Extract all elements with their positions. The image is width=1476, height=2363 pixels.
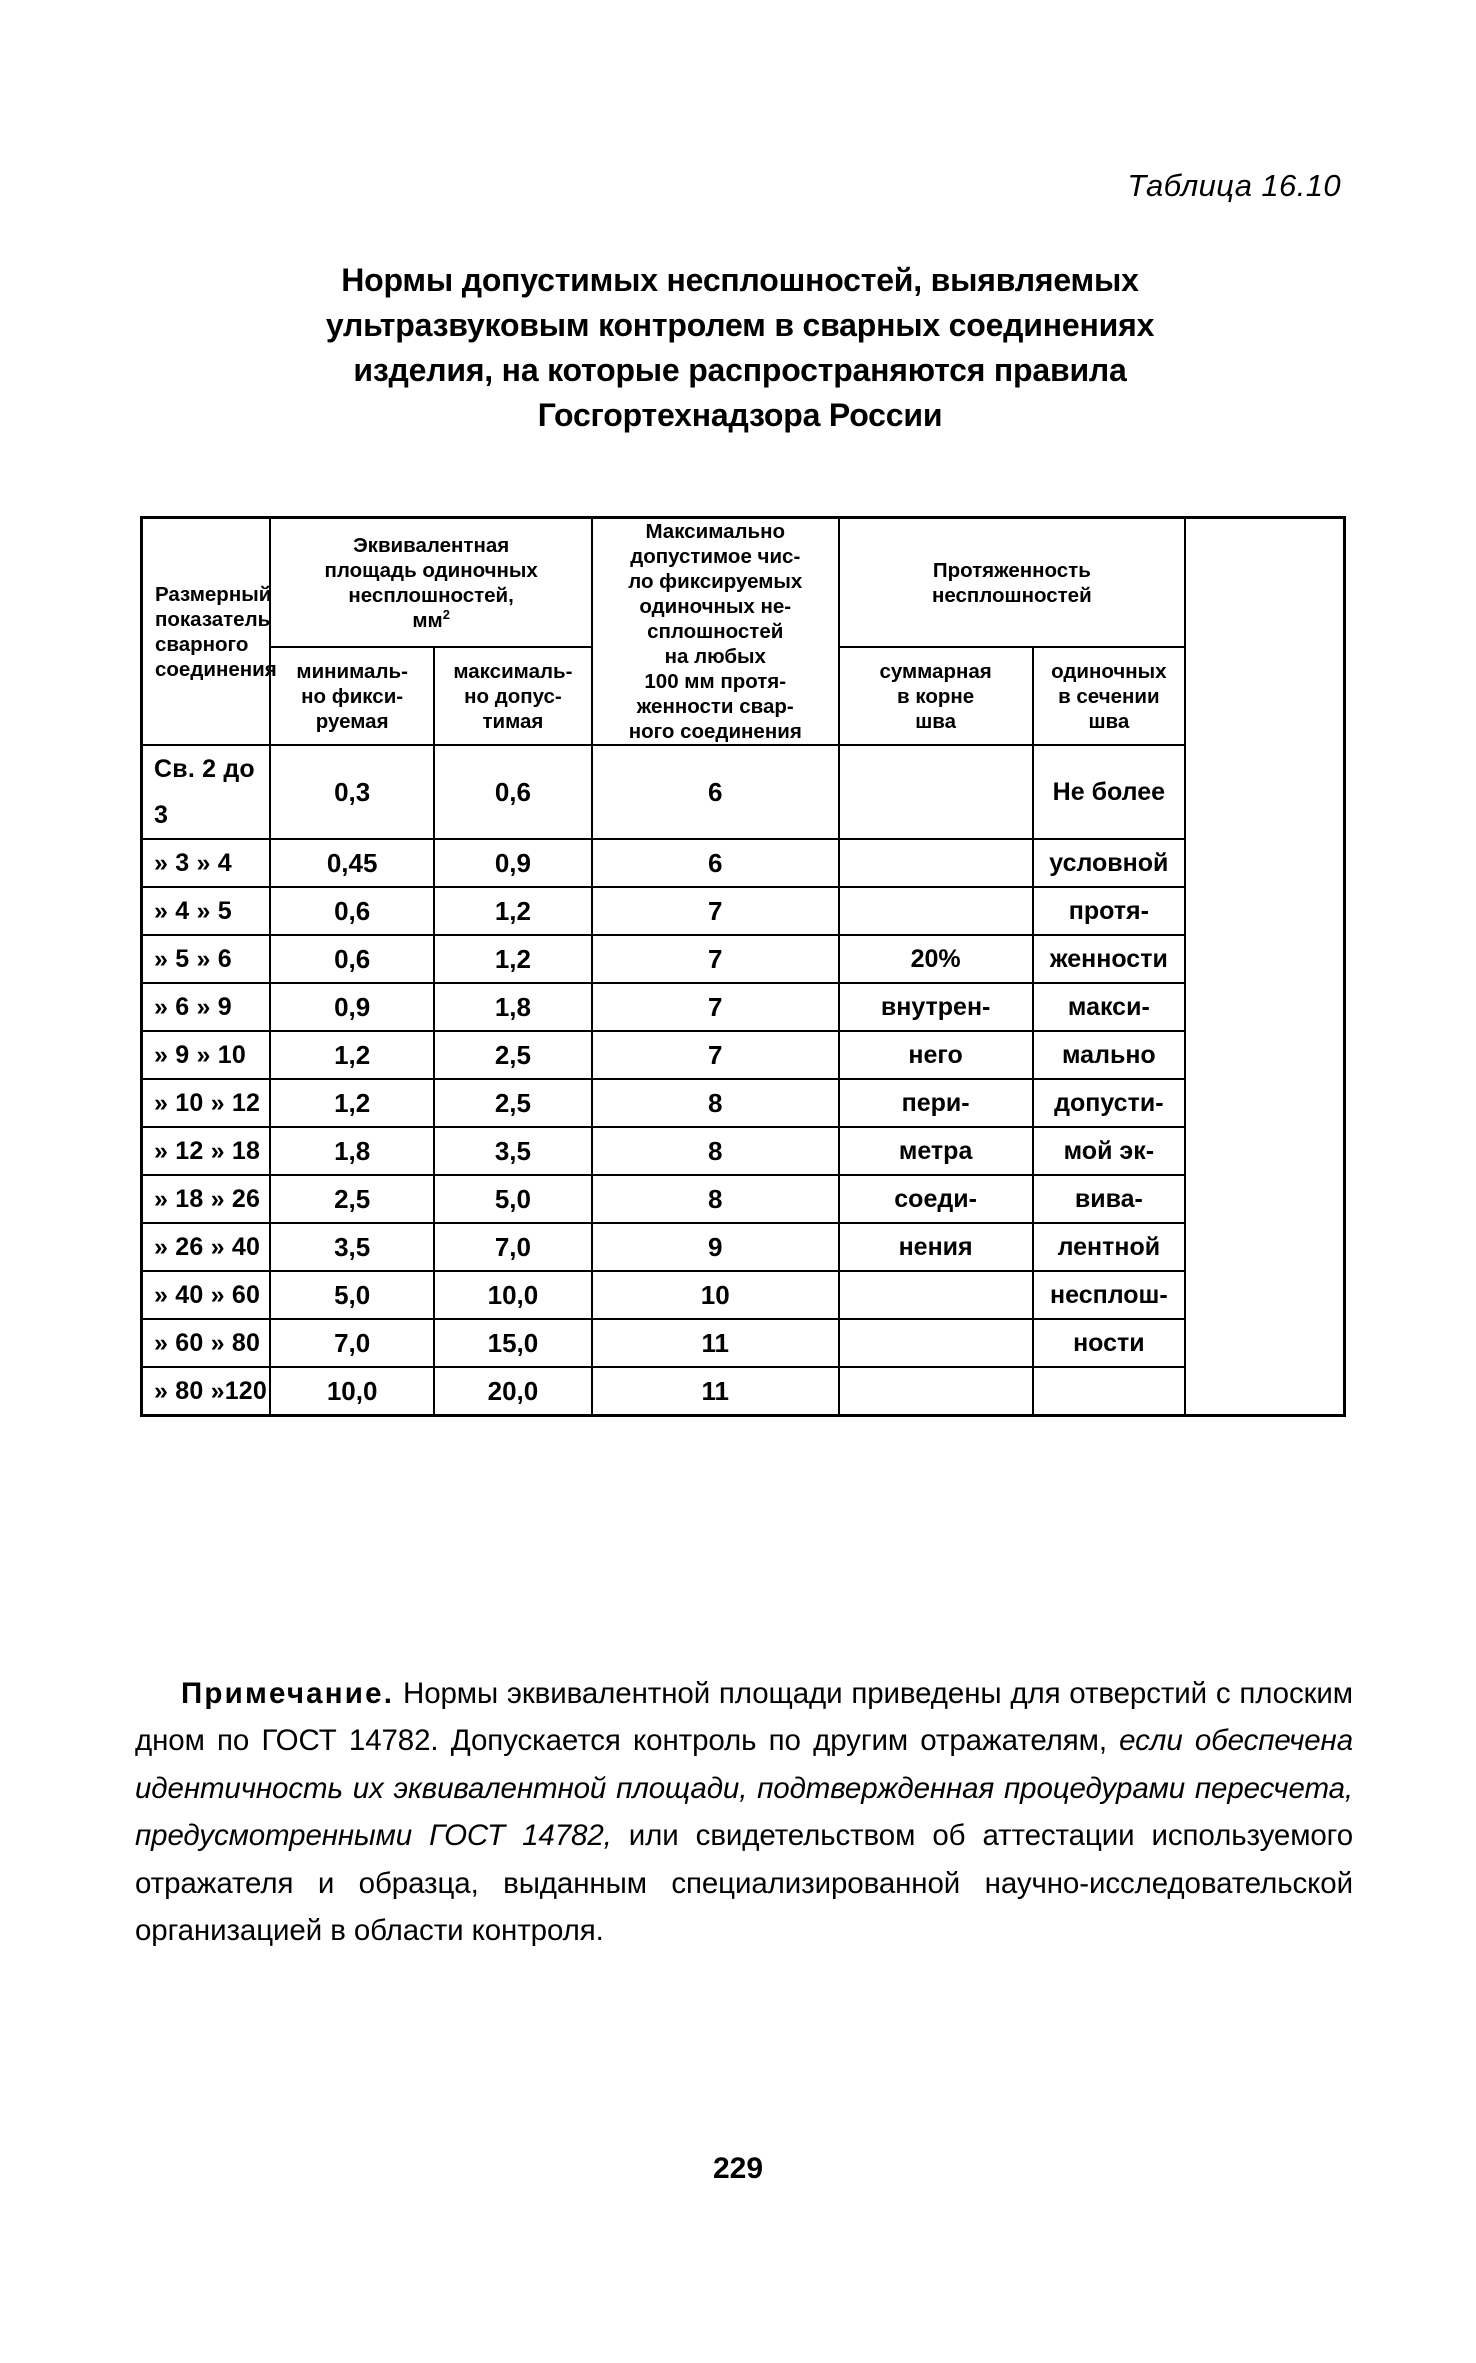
note-lead-label: Примечание.: [181, 1676, 395, 1710]
note-part-2-italic: если обеспечена идентичность их эквивалентной площади, подтвержденная процедурами пересчета, предусмотренными ГОСТ 14782,: [135, 1724, 1354, 1852]
cell-total-in-root: [839, 887, 1033, 935]
cell-min-fixed: 1,8: [270, 1127, 434, 1175]
cell-single-in-section: допусти-: [1033, 1079, 1185, 1127]
table-row: [142, 935, 1345, 983]
cell-max-allowable: 2,5: [434, 1079, 592, 1127]
table-row: [142, 887, 1345, 935]
table-header-top-row: [142, 518, 1345, 648]
cell-size-indicator: » 3 » 4: [142, 839, 271, 887]
cell-max-count: 11: [592, 1319, 839, 1367]
cell-total-in-root: нения: [839, 1223, 1033, 1271]
cell-max-allowable: 10,0: [434, 1271, 592, 1319]
header-area-line-2: площадь одиночных: [324, 558, 538, 582]
cell-total-in-root: [839, 745, 1033, 839]
header-extent-line-1: Протяженность: [932, 558, 1091, 582]
page-title-line-4: Госгортехнадзора России: [537, 397, 943, 433]
table-row: [142, 1079, 1345, 1127]
table-row: [142, 839, 1345, 887]
cell-max-count: 7: [592, 935, 839, 983]
cell-single-in-section: макси-: [1033, 983, 1185, 1031]
cell-max-allowable: 0,9: [434, 839, 592, 887]
cell-single-in-section: мой эк-: [1033, 1127, 1185, 1175]
cell-max-allowable: 3,5: [434, 1127, 592, 1175]
cell-max-count: 6: [592, 839, 839, 887]
cell-max-allowable: 0,6: [434, 745, 592, 839]
cell-size-indicator: » 80 »120: [142, 1367, 271, 1416]
cell-size-indicator: » 18 » 26: [142, 1175, 271, 1223]
header-maxallow-line-1: максималь-: [453, 659, 573, 683]
page-number: 229: [712, 2152, 764, 2185]
header-maxcount-line-3: ло фиксируемых: [628, 570, 803, 593]
cell-max-count: 10: [592, 1271, 839, 1319]
header-maxcount-line-9: ного соединения: [628, 720, 802, 743]
header-maxallow-line-2: но допус-: [464, 684, 562, 708]
table-row: [142, 1031, 1345, 1079]
cell-max-count: 8: [592, 1175, 839, 1223]
header-max-count: [592, 518, 839, 746]
cell-total-in-root: пери-: [839, 1079, 1033, 1127]
note-part-1: Нормы эквивалентной площади приведены для отверстий с плоским дном по ГОСТ 14782. Допускается контроль по другим отражателям,: [135, 1676, 1353, 1757]
header-group-equivalent-area: [270, 518, 592, 648]
header-maxcount-line-1: Максимально: [645, 520, 786, 543]
cell-min-fixed: 10,0: [270, 1367, 434, 1416]
cell-single-in-section: [1033, 1367, 1185, 1416]
cell-max-allowable: 20,0: [434, 1367, 592, 1416]
table-number-caption: Таблица 16.10: [1127, 168, 1341, 203]
table-row: [142, 1319, 1345, 1367]
cell-single-in-section: вива-: [1033, 1175, 1185, 1223]
header-maxallow-line-3: тимая: [482, 709, 544, 733]
cell-min-fixed: 0,9: [270, 983, 434, 1031]
cell-total-in-root: [839, 1319, 1033, 1367]
cell-single-in-section: Не более: [1033, 745, 1185, 839]
page-title-line-3: изделия, на которые распространяются правила: [353, 352, 1127, 388]
table-row: [142, 1127, 1345, 1175]
cell-size-indicator: Св. 2 до 3: [142, 745, 271, 839]
cell-max-count: 11: [592, 1367, 839, 1416]
table-row: [142, 1367, 1345, 1416]
header-total-line-1: суммарная: [879, 659, 992, 683]
cell-total-in-root: 20%: [839, 935, 1033, 983]
cell-max-allowable: 15,0: [434, 1319, 592, 1367]
cell-max-count: 7: [592, 1031, 839, 1079]
header-area-line-4: мм: [412, 608, 443, 632]
cell-total-in-root: [839, 1367, 1033, 1416]
header-total-line-2: в корне: [897, 684, 975, 708]
table-row: [142, 1223, 1345, 1271]
header-maxcount-line-4: одиночных не-: [639, 595, 792, 618]
cell-min-fixed: 7,0: [270, 1319, 434, 1367]
cell-size-indicator: » 5 » 6: [142, 935, 271, 983]
header-group-extent: [839, 518, 1185, 648]
header-single-line-2: в сечении: [1058, 684, 1160, 708]
header-max-allowable: [434, 647, 592, 745]
cell-min-fixed: 5,0: [270, 1271, 434, 1319]
header-total-line-3: шва: [915, 709, 957, 733]
cell-total-in-root: соеди-: [839, 1175, 1033, 1223]
header-total-in-root: [839, 647, 1033, 745]
cell-min-fixed: 2,5: [270, 1175, 434, 1223]
table-row: [142, 1271, 1345, 1319]
cell-single-in-section: условной: [1033, 839, 1185, 887]
header-size-line-4: соединения: [155, 657, 277, 681]
header-area-line-1: Эквивалентная: [353, 533, 510, 557]
cell-max-count: 8: [592, 1079, 839, 1127]
cell-total-in-root: него: [839, 1031, 1033, 1079]
header-single-line-3: шва: [1088, 709, 1130, 733]
header-size-line-3: сварного: [155, 632, 249, 656]
cell-min-fixed: 1,2: [270, 1079, 434, 1127]
header-maxcount-line-8: женности свар-: [636, 695, 794, 718]
header-area-line-3: несплошностей,: [348, 583, 514, 607]
header-single-in-section: [1033, 647, 1185, 745]
norms-table: [140, 516, 1346, 1417]
cell-max-count: 8: [592, 1127, 839, 1175]
header-maxcount-line-7: 100 мм протя-: [644, 670, 787, 693]
cell-min-fixed: 3,5: [270, 1223, 434, 1271]
cell-total-in-root: [839, 839, 1033, 887]
header-minfixed-line-3: руемая: [315, 709, 389, 733]
table-row: [142, 983, 1345, 1031]
cell-min-fixed: 0,3: [270, 745, 434, 839]
header-extent-line-2: несплошностей: [931, 583, 1092, 607]
header-minfixed-line-1: минималь-: [296, 659, 408, 683]
cell-max-allowable: 7,0: [434, 1223, 592, 1271]
cell-total-in-root: внутрен-: [839, 983, 1033, 1031]
cell-max-count: 7: [592, 983, 839, 1031]
header-min-fixed: [270, 647, 434, 745]
page-title-line-1: Нормы допустимых несплошностей, выявляемых: [341, 262, 1139, 298]
cell-max-allowable: 1,8: [434, 983, 592, 1031]
cell-min-fixed: 0,45: [270, 839, 434, 887]
cell-size-indicator: » 40 » 60: [142, 1271, 271, 1319]
page-title: [120, 258, 1360, 438]
cell-single-in-section: ности: [1033, 1319, 1185, 1367]
cell-min-fixed: 1,2: [270, 1031, 434, 1079]
cell-max-count: 9: [592, 1223, 839, 1271]
header-maxcount-line-6: на любых: [664, 645, 766, 668]
cell-size-indicator: » 26 » 40: [142, 1223, 271, 1271]
norms-table-container: [140, 516, 1346, 1417]
cell-max-count: 7: [592, 887, 839, 935]
cell-max-allowable: 1,2: [434, 935, 592, 983]
norms-table-body: [142, 745, 1345, 1416]
cell-size-indicator: » 6 » 9: [142, 983, 271, 1031]
header-minfixed-line-2: но фикси-: [301, 684, 404, 708]
cell-single-in-section: лентной: [1033, 1223, 1185, 1271]
cell-size-indicator: » 4 » 5: [142, 887, 271, 935]
cell-max-allowable: 1,2: [434, 887, 592, 935]
cell-size-indicator: » 10 » 12: [142, 1079, 271, 1127]
table-row: [142, 745, 1345, 839]
cell-single-in-section: женности: [1033, 935, 1185, 983]
cell-min-fixed: 0,6: [270, 887, 434, 935]
cell-single-in-section: мально: [1033, 1031, 1185, 1079]
header-maxcount-line-5: сплошностей: [647, 620, 784, 643]
cell-max-count: 6: [592, 745, 839, 839]
cell-single-in-section: протя-: [1033, 887, 1185, 935]
header-size-line-1: Размерный: [155, 582, 272, 606]
note-part-3: или свидетельством об аттестации используемого отражателя и образца, выданным специализированной научно-исследовательской организацией в области контроля.: [135, 1819, 1353, 1947]
cell-size-indicator: » 12 » 18: [142, 1127, 271, 1175]
header-single-line-1: одиночных: [1051, 659, 1167, 683]
cell-total-in-root: [839, 1271, 1033, 1319]
page-title-line-2: ультразвуковым контролем в сварных соединениях: [325, 307, 1155, 343]
cell-single-in-section: несплош-: [1033, 1271, 1185, 1319]
cell-max-allowable: 2,5: [434, 1031, 592, 1079]
cell-size-indicator: » 9 » 10: [142, 1031, 271, 1079]
cell-size-indicator: » 60 » 80: [142, 1319, 271, 1367]
table-row: [142, 1175, 1345, 1223]
header-size-indicator: [142, 518, 277, 746]
header-maxcount-line-2: допустимое чис-: [630, 545, 801, 568]
cell-total-in-root: метра: [839, 1127, 1033, 1175]
cell-max-allowable: 5,0: [434, 1175, 592, 1223]
header-size-line-2: показатель: [155, 607, 271, 631]
cell-min-fixed: 0,6: [270, 935, 434, 983]
note-paragraph: [135, 1670, 1353, 1955]
header-area-superscript: 2: [442, 606, 450, 622]
